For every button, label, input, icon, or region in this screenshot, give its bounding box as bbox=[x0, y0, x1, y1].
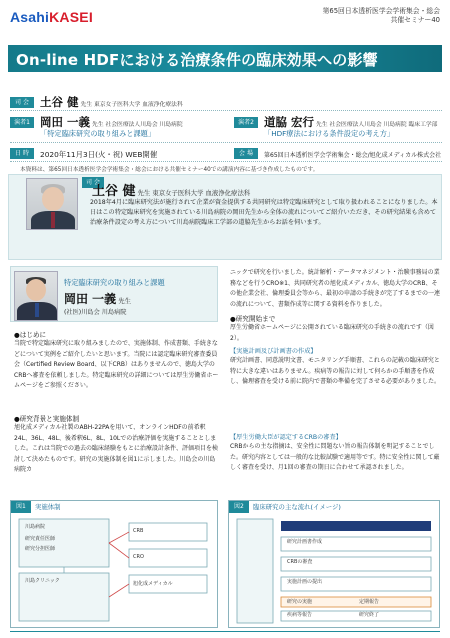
venue: 第65回日本透析医学会学術集会・総会/旭化成メディカル株式会社 bbox=[264, 152, 442, 159]
seminar-info bbox=[323, 7, 440, 25]
figure1 bbox=[10, 500, 218, 628]
footer-rule bbox=[10, 631, 440, 632]
speaker1-name: 岡田 一義 先生 社会医療法人川島会 川島病院 bbox=[40, 115, 183, 129]
speaker1-box-name: 岡田 一義 先生 bbox=[64, 292, 131, 306]
intro-text: 当院で特定臨床研究に取り組みましたので、実施体制、作成書類、手続きなどについて実例をご紹介したいと思います。当院には認定臨床研究審査委員会（Certified Review Board、以下CRB）はありませんので、徳島大学のCRBへ審査を依頼しました。特定臨床研究の詳細については厚生労働省ホームページをご参照ください。 bbox=[14, 340, 219, 390]
pre-study-text: 厚生労働省ホームページに公開されている臨床研究の手続きの流れです（図2）。 bbox=[230, 324, 434, 342]
seminar-number: 共催セミナー40 bbox=[390, 16, 440, 24]
plan-subheading: 【実施計画及び計画書の作成】 bbox=[230, 348, 317, 355]
speaker1-box-affiliation: (社医)川島会 川島病院 bbox=[64, 309, 127, 316]
figure2-title: 臨床研究の主な流れ(イメージ) bbox=[253, 503, 341, 511]
fig1-label: CRB bbox=[133, 528, 144, 534]
congress-name: 第65回日本透析医学会学術集会・総会 bbox=[322, 7, 440, 15]
moderator-tag: 司 会 bbox=[10, 97, 34, 108]
figure2 bbox=[228, 500, 440, 628]
divider bbox=[10, 142, 442, 143]
plan-text: 研究計画書、同意説明文書、モニタリング手順書、これらの記載の臨床研究と特に大きな違いはありません。疾病等の報告に対して何らかの手順書を作成し、倫理審査を受ける前に院内で書類の準備を完了させる必要がありました。 bbox=[230, 357, 440, 386]
speaker1-box-topic: 特定臨床研究の取り組みと課題 bbox=[64, 278, 165, 287]
moderator-photo bbox=[26, 178, 78, 230]
fig2-label: CRBの審査 bbox=[287, 559, 313, 565]
source-note: 本資料は、第65回日本透析医学会学術集会・総会における共催セミナー40での講演内容に基づき作成したものです。 bbox=[20, 167, 319, 173]
fig2-label: 実施計画の提出 bbox=[287, 579, 323, 585]
fig1-label: 川島病院 bbox=[25, 524, 46, 530]
fig2-label: 研究の実施 bbox=[287, 599, 313, 605]
page-header bbox=[0, 0, 450, 42]
fig1-label: 研究責任医師 bbox=[25, 536, 56, 542]
fig2-label: 定期報告 bbox=[359, 599, 380, 605]
fig1-label: CRO bbox=[133, 554, 144, 560]
moderator-name: 土谷 健 先生 東京女子医科大学 血液浄化療法科 bbox=[40, 95, 183, 109]
background-heading: ●研究背景と実施体制 bbox=[14, 415, 80, 423]
intro-heading: ●はじめに bbox=[14, 331, 47, 339]
right-continued-text: ニックで研究を行いました。統計解析・データマネジメント・治験事務局の業務などを行うCRO※1、共同研究者の旭化成メディカル、徳島大学のCRB、その他企業会社、倫理委員会等から、最初の申請の手続きが完了するまでの一連の流れについて、書類作成等に関する資料を作りました。 bbox=[230, 269, 440, 308]
fig1-label: 研究分担医師 bbox=[25, 546, 56, 552]
asahi-kasei-logo: AsahiKASEI bbox=[10, 9, 93, 25]
figure1-diagram bbox=[11, 515, 217, 627]
speaker2-name: 道脇 宏行 先生 社会医療法人川島会 川島病院 臨床工学部 bbox=[264, 115, 438, 129]
figure2-tag: 図2 bbox=[229, 501, 249, 513]
fig1-label: 川島クリニック bbox=[25, 578, 60, 584]
figure1-title: 実施体制 bbox=[35, 503, 61, 511]
fig2-label: 研究終了 bbox=[359, 612, 380, 618]
fig1-label: 旭化成メディカル bbox=[133, 581, 173, 587]
crb-subheading: 【厚生労働大臣が認定するCRBの審査】 bbox=[230, 434, 342, 441]
speaker2-tag: 演者2 bbox=[234, 117, 258, 128]
figure2-flow-diagram bbox=[229, 515, 439, 627]
background-text: 旭化成メディカル社製のABH-22PAを用いて、オンラインHDFの前希釈24L、36L、48L、後希釈6L、8L、10Lでの治療評価を実施することとしました。これは当院での過去の臨床経験をもとに治療設計条件、評価項目を検討して決めたものです。研究の実施体制を図1に示しました。川島会の川島病院カ bbox=[14, 424, 219, 474]
moderator-box-tag: 司 会 bbox=[82, 177, 104, 188]
event-date: 2020年11月3日(火・祝) WEB開催 bbox=[40, 150, 158, 159]
speaker1-topic: 「特定臨床研究の取り組みと課題」 bbox=[40, 129, 156, 138]
date-tag: 日 時 bbox=[10, 148, 34, 159]
divider bbox=[10, 110, 442, 111]
moderator-box-name: 土谷 健 先生 東京女子医科大学 血液浄化療法科 bbox=[92, 184, 251, 199]
crb-text: CRBからの主な指摘は、安全性に問題ない旨の報告体制を明記することでした。研究内容としては一般的な比較試験で適用等です。特に安全性に関して厳しく審査を受け、月1回の審査の期日に合わせて承認されました。 bbox=[230, 443, 440, 472]
fig2-label: 疾病等報告 bbox=[287, 612, 313, 618]
divider bbox=[10, 161, 442, 162]
figure1-tag: 図1 bbox=[11, 501, 31, 513]
fig2-label: 研究計画書作成 bbox=[287, 539, 323, 545]
pre-study-heading: ●研究開始まで bbox=[230, 315, 276, 323]
title-banner bbox=[8, 45, 442, 72]
venue-tag: 会 場 bbox=[234, 148, 258, 159]
speaker2-topic: 「HDF療法における条件設定の考え方」 bbox=[264, 129, 395, 138]
moderator-intro-text: 2018年4月に臨床研究法が施行されて企業が資金提供する共同研究は特定臨床研究として取り扱われることになりました。本日はこの特定臨床研究を実施されている川島病院の岡田先生から全体の流れについてご紹介いただき、その研究結果も含めて治療条件設定の考え方について川島病院臨床工学部の道脇先生からお話を伺います。 bbox=[90, 199, 438, 226]
speaker1-tag: 演者1 bbox=[10, 117, 34, 128]
page-title: On-line HDFにおける治療条件の臨床効果への影響 bbox=[16, 51, 378, 69]
speaker1-photo bbox=[14, 271, 58, 321]
